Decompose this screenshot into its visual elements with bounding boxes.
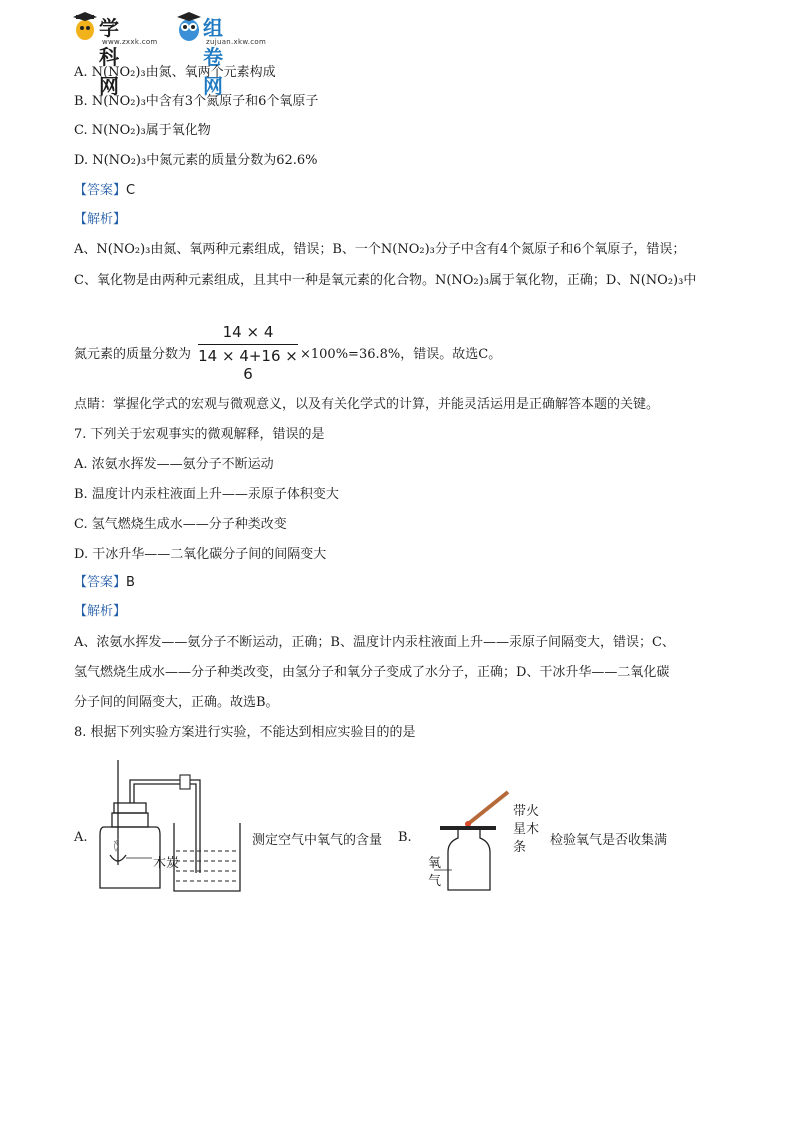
q7-analysis-line-3: 分子间的间隔变大，正确。故选B。 [74,695,279,710]
oxygen-content-apparatus-figure [90,755,250,895]
q6-answer-tag: 【答案】 [74,183,127,198]
q7-answer-value: B [126,575,135,590]
oxygen-label-2: 气 [428,874,442,889]
q7-analysis-line-1: A、浓氨水挥发——氨分子不断运动，正确；B、温度计内汞柱液面上升——汞原子间隔变大，错误；C、 [74,635,675,650]
q6-analysis-line-2: C、氧化物是由两种元素组成，且其中一种是氧元素的化合物。N(NO₂)₃属于氧化物，正确；D、N(NO₂)₃中 [74,273,697,288]
q7-option-a: A. 浓氨水挥发——氨分子不断运动 [74,457,274,472]
splint-label-2: 星木 [513,822,540,837]
mass-fraction-formula [198,323,298,383]
q8-option-b-letter: B. [398,830,412,845]
q6-answer-line [74,182,135,200]
q7-option-b: B. 温度计内汞柱液面上升——汞原子体积变大 [74,487,339,502]
q8-option-a-text: 测定空气中氧气的含量 [252,833,383,848]
q8-stem: 8. 根据下列实验方案进行实验，不能达到相应实验目的的是 [74,725,416,740]
q8-option-b-text: 检验氧气是否收集满 [550,833,668,848]
q6-option-b: B. N(NO₂)₃中含有3个氮原子和6个氧原子 [74,94,319,109]
q7-analysis-line-2: 氢气燃烧生成水——分子种类改变，由氢分子和氧分子变成了水分子，正确；D、干冰升华——二氧化碳 [74,665,670,680]
q6-analysis-line-3-prefix: 氮元素的质量分数为 [74,347,192,362]
q7-option-c: C. 氢气燃烧生成水——分子种类改变 [74,517,287,532]
q6-option-c: C. N(NO₂)₃属于氧化物 [74,123,211,138]
q6-analysis-line-1: A、N(NO₂)₃由氮、氧两种元素组成，错误；B、一个N(NO₂)₃分子中含有4个氮原子和6个氧原子，错误； [74,242,686,257]
splint-label-1: 带火 [513,804,540,819]
splint-label-3: 条 [513,840,527,855]
logo-zujuanwang-url: zujuan.xkw.com [206,38,267,46]
logo-xuekewang-url: www.zxxk.com [102,38,158,46]
q6-analysis-line-3-suffix: ×100%=36.8%，错误。故选C。 [300,347,502,362]
q6-analysis-tag: 【解析】 [74,212,127,227]
fraction-numerator: 14 × 4 [222,323,274,341]
owl-icon [176,12,202,42]
q8-option-a-letter: A. [74,830,88,845]
logo-xuekewang-text: 学科网 [99,16,119,98]
fraction-denominator: 14 × 4+16 × 6 [198,347,298,383]
q6-option-a: A. N(NO₂)₃由氮、氧两个元素构成 [74,65,276,80]
q6-tip: 点睛：掌握化学式的宏观与微观意义，以及有关化学式的计算，并能灵活运用是正确解答本题的关键。 [74,397,660,412]
oxygen-label-1: 氧 [428,856,442,871]
q7-answer-line [74,574,135,592]
q7-answer-tag: 【答案】 [74,575,127,590]
fraction-bar [198,344,298,345]
q7-analysis-tag: 【解析】 [74,604,127,619]
q7-option-d: D. 干冰升华——二氧化碳分子间的间隔变大 [74,547,327,562]
q7-stem: 7. 下列关于宏观事实的微观解释，错误的是 [74,427,325,442]
mascot-icon [72,12,98,42]
logo-zujuanwang-text: 组卷网 [203,16,223,98]
q6-answer-value: C [126,183,136,198]
charcoal-label: 木炭 [153,856,180,871]
q6-option-d: D. N(NO₂)₃中氮元素的质量分数为62.6% [74,153,318,168]
